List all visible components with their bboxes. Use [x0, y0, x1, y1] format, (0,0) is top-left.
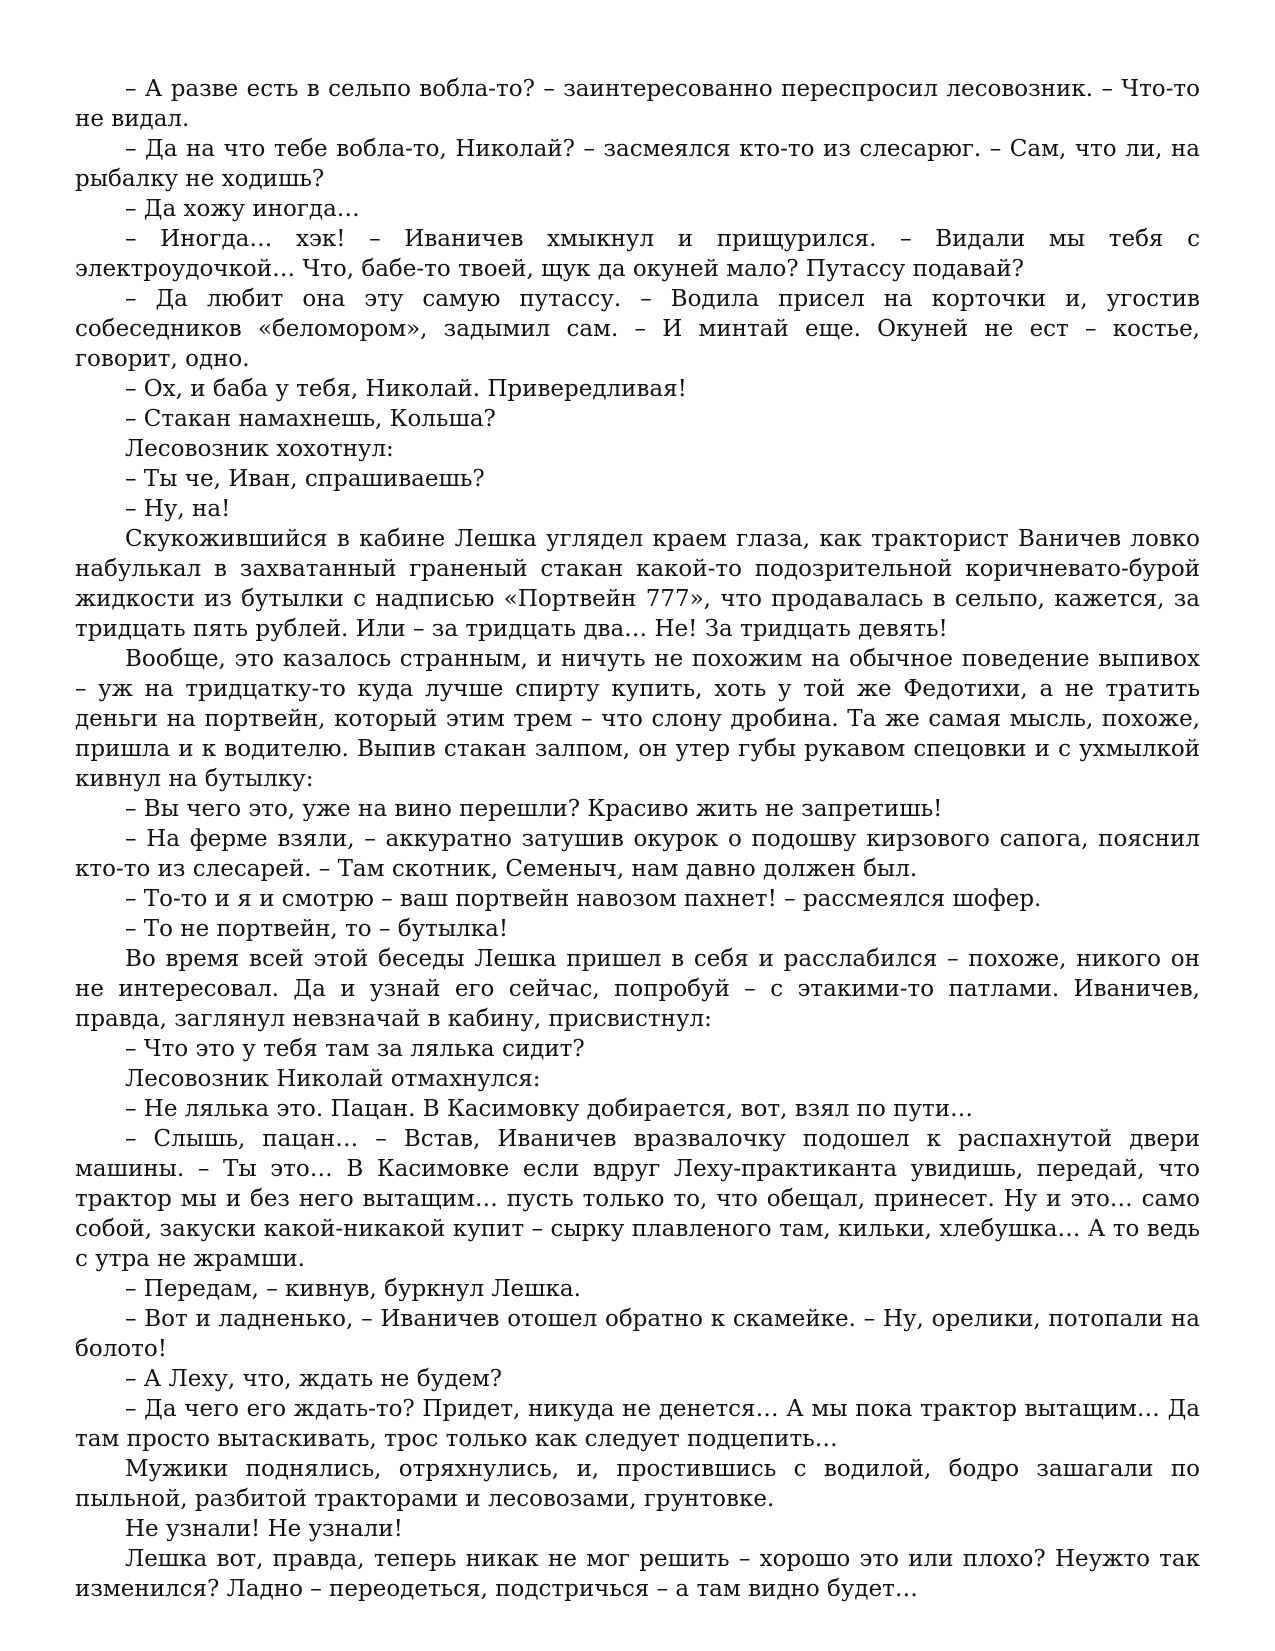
paragraph: – Стакан намахнешь, Кольша? [125, 406, 496, 432]
paragraph: Скукожившийся в кабине Лешка углядел краем глаза, как тракторист Ваничев ловко набулькал в захватанный граненый стакан какой-то подозрительной коричневато-бурой жидкости из бутылки с надписью «Портвейн 777», что продавалась в сельпо, кажется, за тридцать пять рублей. Или – за тридцать два… Не! За тридцать девять! [75, 526, 1200, 642]
paragraph: Лешка вот, правда, теперь никак не мог решить – хорошо это или плохо? Неужто так изменился? Ладно – переодеться, подстричься – а там видно будет… [75, 1546, 1200, 1602]
paragraph: – Да чего его ждать-то? Придет, никуда не денется… А мы пока трактор вытащим… Да там просто вытаскивать, трос только как следует подцепить… [75, 1396, 1200, 1452]
paragraph: – Вы чего это, уже на вино перешли? Красиво жить не запретишь! [125, 796, 943, 822]
paragraph: – То-то и я и смотрю – ваш портвейн навозом пахнет! – рассмеялся шофер. [125, 886, 1042, 912]
paragraph: Вообще, это казалось странным, и ничуть не похожим на обычное поведение выпивох – уж на тридцатку-то куда лучше спирту купить, хоть у той же Федотихи, а не тратить деньги на портвейн, который этим трем – что слону дробина. Та же самая мысль, похоже, пришла и к водителю. Выпив стакан залпом, он утер губы рукавом спецовки и с ухмылкой кивнул на бутылку: [75, 646, 1200, 792]
paragraph: Во время всей этой беседы Лешка пришел в себя и расслабился – похоже, никого он не интересовал. Да и узнай его сейчас, попробуй – с этакими-то патлами. Иваничев, правда, заглянул невзначай в кабину, присвистнул: [75, 946, 1200, 1032]
paragraph: – На ферме взяли, – аккуратно затушив окурок о подошву кирзового сапога, пояснил кто-то из слесарей. – Там скотник, Семеныч, нам давно должен был. [75, 826, 1200, 882]
paragraph: – Ну, на! [125, 496, 231, 522]
paragraph: Мужики поднялись, отряхнулись, и, простившись с водилой, бодро зашагали по пыльной, разбитой тракторами и лесовозами, грунтовке. [75, 1456, 1200, 1512]
paragraph: – Передам, – кивнув, буркнул Лешка. [125, 1276, 581, 1302]
paragraph: – Ты че, Иван, спрашиваешь? [125, 466, 485, 492]
paragraph: – А Леху, что, ждать не будем? [125, 1366, 503, 1392]
book-page [75, 74, 1200, 1604]
paragraph: – Да на что тебе вобла-то, Николай? – засмеялся кто-то из слесарюг. – Сам, что ли, на рыбалку не ходишь? [75, 136, 1200, 192]
paragraph: – Ох, и баба у тебя, Николай. Привередливая! [125, 376, 687, 402]
paragraph: – Не лялька это. Пацан. В Касимовку добирается, вот, взял по пути… [125, 1096, 974, 1122]
paragraph: – Что это у тебя там за лялька сидит? [125, 1036, 585, 1062]
paragraph: – А разве есть в сельпо вобла-то? – заинтересованно переспросил лесовозник. – Что-то не видал. [75, 76, 1200, 132]
paragraph: Не узнали! Не узнали! [125, 1516, 403, 1542]
paragraph: Лесовозник хохотнул: [125, 436, 394, 462]
paragraph: – Вот и ладненько, – Иваничев отошел обратно к скамейке. – Ну, орелики, потопали на болото! [75, 1306, 1200, 1362]
paragraph: – Да хожу иногда… [125, 196, 360, 222]
paragraph: – То не портвейн, то – бутылка! [125, 916, 509, 942]
paragraph: – Да любит она эту самую путассу. – Водила присел на корточки и, угостив собеседников «беломором», задымил сам. – И минтай еще. Окуней не ест – костье, говорит, одно. [75, 286, 1200, 372]
paragraph: Лесовозник Николай отмахнулся: [125, 1066, 541, 1092]
paragraph: – Иногда… хэк! – Иваничев хмыкнул и прищурился. – Видали мы тебя с электроудочкой… Что, бабе-то твоей, щук да окуней мало? Путассу подавай? [75, 226, 1200, 282]
paragraph: – Слышь, пацан… – Встав, Иваничев вразвалочку подошел к распахнутой двери машины. – Ты это… В Касимовке если вдруг Леху-практиканта увидишь, передай, что трактор мы и без него вытащим… пусть только то, что обещал, принесет. Ну и это… само собой, закуски какой-никакой купит – сырку плавленого там, кильки, хлебушка… А то ведь с утра не жрамши. [75, 1126, 1200, 1272]
